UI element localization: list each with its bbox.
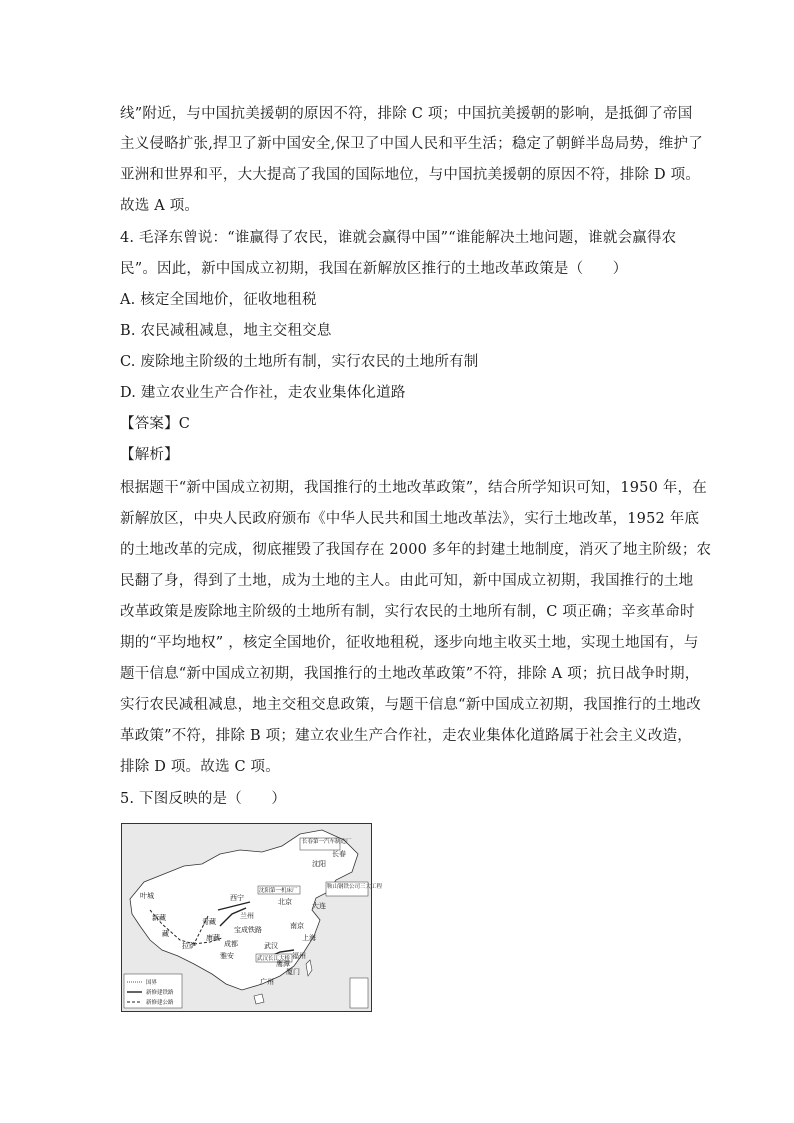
text-line: 线”附近，与中国抗美援朝的原因不符，排除 C 项；中国抗美援朝的影响，是抵御了帝国 xyxy=(120,106,693,122)
map-label-shanghai: 上海 xyxy=(302,934,316,942)
map-label-zang: 藏 xyxy=(162,930,169,938)
legend-road: 新修建公路 xyxy=(146,1000,174,1006)
analysis-text: 革政策”不符，排除 B 项；建立农业生产合作社，走农业集体化道路属于社会主义改造， xyxy=(120,728,692,744)
map-label-changchun: 长春 xyxy=(332,850,346,858)
text-line: 主义侵略扩张,捍卫了新中国安全,保卫了中国人民和平生活；稳定了朝鲜半岛局势，维护了 xyxy=(120,136,703,152)
map-label-lhasa: 拉萨 xyxy=(182,942,196,950)
map-label-anshan: 鞍山钢铁公司三大工程 xyxy=(327,884,383,890)
map-label-shenyang: 沈阳 xyxy=(312,860,326,868)
map-label-faw: 长春第一汽车制造厂 xyxy=(302,839,352,845)
map-label-beijing: 北京 xyxy=(278,898,292,906)
option-b: B. 农民减租减息，地主交租交息 xyxy=(120,323,332,339)
hainan-island xyxy=(254,994,264,1004)
legend-border: 国界 xyxy=(146,980,158,986)
map-label-yaan: 雅安 xyxy=(220,952,234,960)
analysis-text: 改革政策是废除地主阶级的土地所有制，实行农民的土地所有制，C 项正确；辛亥革命时 xyxy=(120,604,695,620)
map-label-kangzang: 康藏 xyxy=(206,934,220,942)
china-landmass xyxy=(130,830,358,990)
question-5-stem: 5. 下图反映的是（ ） xyxy=(120,791,287,807)
analysis-text: 民翻了身，得到了土地，成为土地的主人。由此可知，新中国成立初期，我国推行的土地 xyxy=(120,573,694,589)
analysis-text: 期的“平均地权” ，核定全国地价，征收地租税，逐步向地主收买土地，实现土地国有，与 xyxy=(120,635,699,651)
analysis-text: 实行农民减租减息，地主交租交息政策，与题干信息“新中国成立初期，我国推行的土地改 xyxy=(120,697,701,713)
text-line: 故选 A 项。 xyxy=(120,198,200,214)
text-line: 亚洲和世界和平，大大提高了我国的国际地位，与中国抗美援朝的原因不符，排除 D 项。 xyxy=(120,167,701,183)
analysis-text: 的土地改革的完成，彻底摧毁了我国存在 2000 多年的封建土地制度，消灭了地主阶级；农 xyxy=(120,542,712,558)
map-label-chengdu: 成都 xyxy=(224,940,238,948)
map-label-yecheng: 叶城 xyxy=(140,892,154,900)
analysis-text: 新解放区，中央人民政府颁布《中华人民共和国土地改革法》，实行土地改革，1952 年底 xyxy=(120,511,700,527)
option-a: A. 核定全国地价，征收地租税 xyxy=(120,292,317,308)
map-label-xinzang: 新藏 xyxy=(152,914,166,922)
map-label-guangzhou: 广州 xyxy=(260,978,274,986)
south-china-sea-inset xyxy=(350,978,368,1008)
option-c: C. 废除地主阶级的土地所有制，实行农民的土地所有制 xyxy=(120,354,479,370)
map-label-fuzhou: 福州 xyxy=(292,952,306,960)
map-label-shenyang-factory: 沈阳第一机床厂 xyxy=(259,888,298,894)
analysis-text: 排除 D 项。故选 C 项。 xyxy=(120,759,280,775)
map-label-bridge: 武汉长江大桥 xyxy=(257,956,291,962)
question-4-stem: 4. 毛泽东曾说：“谁赢得了农民，谁就会赢得中国”“谁能解决土地问题，谁就会赢得农 xyxy=(120,230,677,246)
map-legend xyxy=(124,974,182,1008)
map-label-dalian: 大连 xyxy=(312,902,326,910)
map-label-xiamen: 厦门 xyxy=(286,968,300,976)
map-label-qingzang: 青藏 xyxy=(202,918,216,926)
taiwan-island xyxy=(306,960,312,976)
china-construction-map xyxy=(121,823,383,1012)
legend-railway: 新修建铁路 xyxy=(146,990,174,996)
map-label-baocheng: 宝成铁路 xyxy=(234,926,262,934)
analysis-text: 题干信息“新中国成立初期，我国推行的土地改革政策”不符，排除 A 项；抗日战争时期， xyxy=(120,666,700,682)
map-label-wuhan: 武汉 xyxy=(264,942,278,950)
map-label-yingtan: 鹰潭 xyxy=(276,960,290,968)
map-label-nanjing: 南京 xyxy=(290,922,304,930)
question-4-stem: 民”。因此，新中国成立初期，我国在新解放区推行的土地改革政策是（ ） xyxy=(120,261,628,277)
option-d: D. 建立农业生产合作社，走农业集体化道路 xyxy=(120,385,406,401)
map-label-xining: 西宁 xyxy=(230,894,244,902)
analysis-text: 根据题干“新中国成立初期，我国推行的土地改革政策”，结合所学知识可知，1950 年，在 xyxy=(120,480,707,496)
analysis-label: 【解析】 xyxy=(120,447,179,463)
answer-label: 【答案】C xyxy=(120,416,191,432)
map-label-lanzhou: 兰州 xyxy=(240,912,254,920)
